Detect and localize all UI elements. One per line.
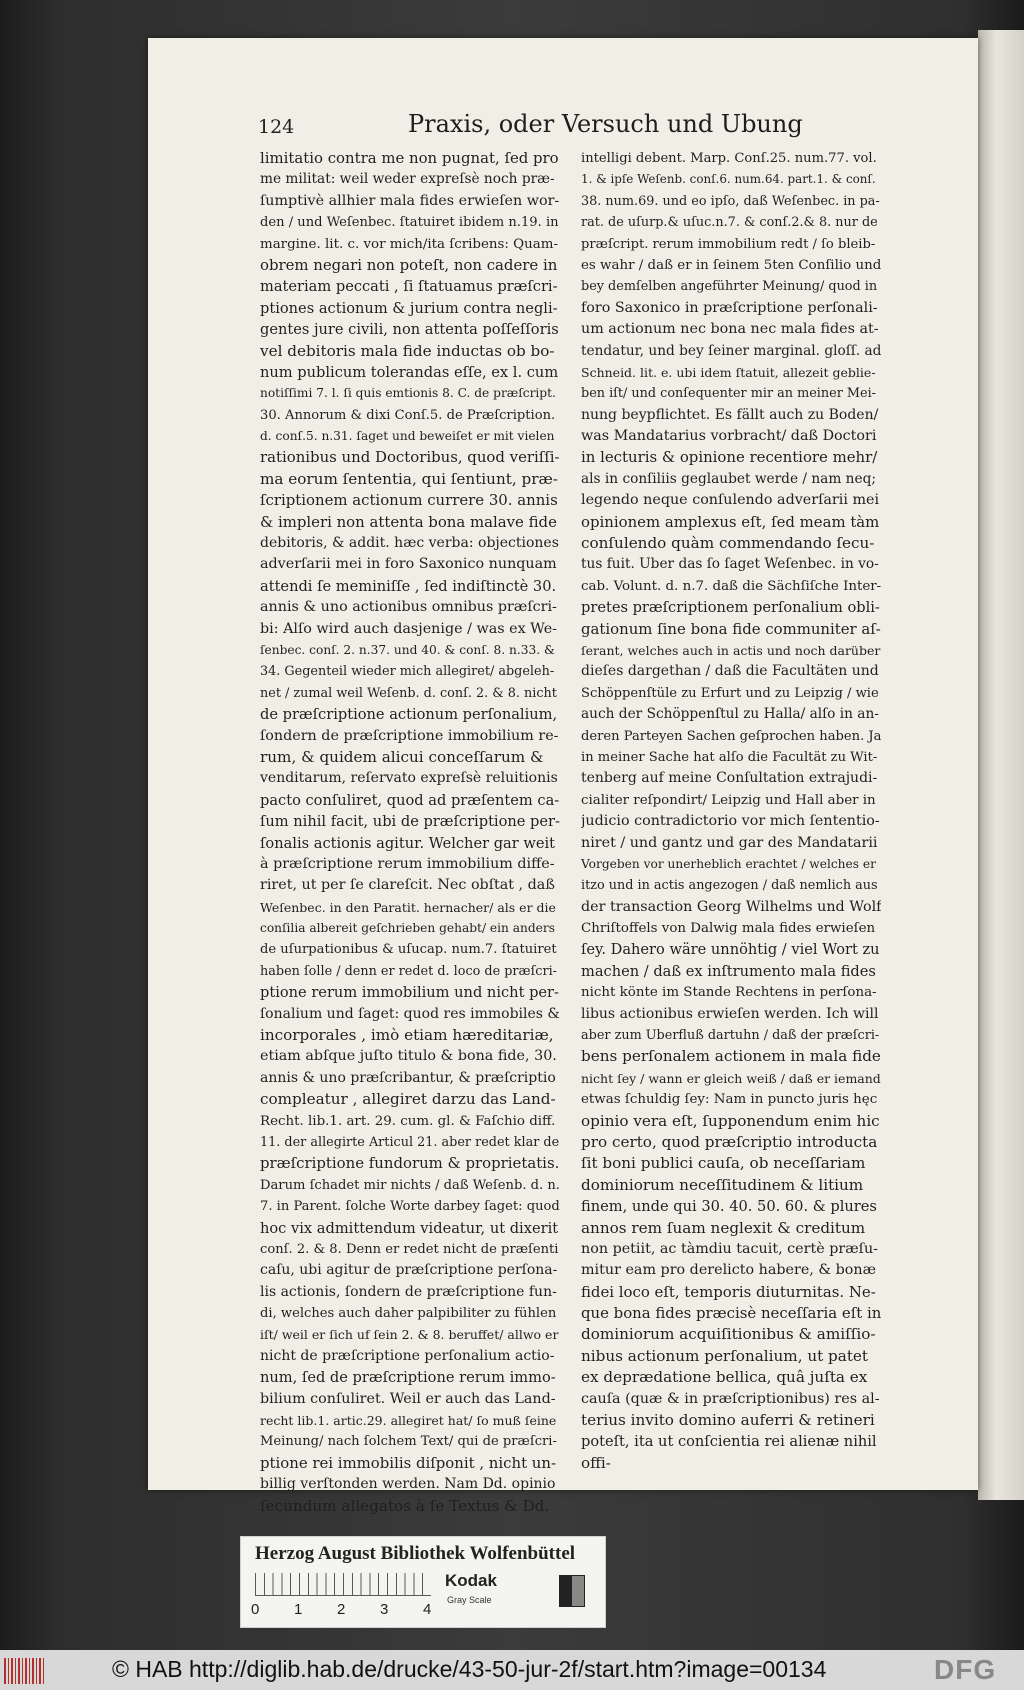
text-line: Darum ſchadet mir nichts / daß Weſenb. d. n.	[260, 1177, 560, 1193]
barcode-icon	[4, 1658, 46, 1684]
text-line: 7. in Parent. ſolche Worte darbey ſaget: quod	[260, 1199, 560, 1215]
text-line: nicht könte im Stande Rechtens in perſona-	[581, 985, 877, 1001]
page-header	[258, 110, 898, 150]
text-line: à præſcriptione rerum immobilium diffe-	[260, 855, 555, 872]
text-line: den / und Weſenbec. ſtatuiret ibidem n.19. in	[260, 215, 559, 231]
text-line: dieſes dargethan / daß die Facultäten und	[581, 663, 879, 680]
text-line: fidei loco eſt, temporis diuturnitas. Ne-	[581, 1282, 876, 1301]
text-line: bey demſelben angeführter Meinung/ quod in	[581, 279, 878, 295]
text-line: ſonalis actionis agitur. Welcher gar weit	[260, 834, 556, 852]
text-line: ſey. Dahero wäre unnöhtig / viel Wort zu	[581, 941, 880, 959]
text-line: etwas ſchuldig ſey: Nam in puncto juris hęc	[581, 1092, 878, 1108]
text-line: bilium conſuliret. Weil er auch das Land-	[260, 1390, 556, 1407]
text-line: ſecundum allegatos à ſe Textus & Dd.	[260, 1496, 550, 1515]
text-line: dominiorum acquiſitionibus & amiſſio-	[581, 1325, 876, 1344]
text-line: 34. Gegenteil wieder mich allegiret/ abgeleh-	[260, 664, 555, 680]
text-line: opinio vera eſt, ſupponendum enim hic	[581, 1111, 880, 1130]
text-line: ptiones actionum & jurium contra negli-	[260, 299, 558, 317]
text-line: legendo neque conſulendo adverſarii mei	[581, 492, 880, 509]
ruler-number: 1	[294, 1601, 303, 1618]
text-line: annos rem ſuam neglexit & creditum	[581, 1218, 866, 1237]
text-line: Schöppenſtüle zu Erfurt und zu Leipzig / wie	[581, 685, 879, 701]
text-line: bens perſonalem actionem in mala fide	[581, 1047, 881, 1066]
text-line: nicht ſey / wann er gleich weiß / daß er iemand	[581, 1070, 881, 1086]
text-line: rum, & quidem alicui conceſſarum &	[260, 747, 544, 766]
text-line: der transaction Georg Wilhelms und Wolf	[581, 898, 881, 915]
text-line: finem, unde qui 30. 40. 50. 60. & plures	[581, 1198, 877, 1216]
text-line: obrem negari non poteſt, non cadere in	[260, 255, 558, 274]
ruler-number: 0	[251, 1601, 260, 1618]
text-line: vel debitoris mala fide inductas ob bo-	[260, 341, 555, 360]
library-name: Herzog August Bibliothek Wolfenbüttel	[255, 1543, 576, 1564]
text-line: gationum ſine bona fide communiter aſ-	[581, 619, 881, 638]
text-line: ma eorum ſententia, qui ſentiunt, præ-	[260, 469, 558, 488]
text-line: judicio contradictorio vor mich ſententio-	[581, 813, 880, 830]
text-line: recht lib.1. artic.29. allegiret hat/ ſo muß ſeine	[260, 1413, 557, 1429]
text-line: aber zum Uberfluß dartuhn / daß der præſcri-	[581, 1028, 880, 1044]
text-line: ſcriptionem actionum currere 30. annis	[260, 491, 558, 510]
text-line: 1. & ipſe Weſenb. conſ.6. num.64. part.1. & conſ.	[581, 172, 876, 187]
text-line: 38. num.69. und eo ipſo, daß Weſenbec. in pa-	[581, 193, 880, 209]
text-line: me militat: weil weder expreſsè noch præ-	[260, 171, 555, 188]
text-line: materiam peccati , ſi ſtatuamus præſcri-	[260, 278, 558, 296]
text-line: præſcriptione fundorum & proprietatis.	[260, 1154, 560, 1173]
kodak-brand: Kodak	[445, 1571, 497, 1590]
text-line: mitur eam pro derelicto habere, & bonæ	[581, 1262, 877, 1279]
text-line: conſilia albereit geſchrieben gehabt/ ein anders	[260, 921, 555, 936]
text-line: was Mandatarius vorbracht/ daß Doctori	[581, 428, 877, 445]
page-number: 124	[258, 116, 295, 138]
text-line: 30. Annorum & dixi Conſ.5. de Præſcription.	[260, 407, 556, 423]
text-line: ptione rerum immobilium und nicht per-	[260, 984, 559, 1002]
left-column	[260, 148, 560, 1517]
text-line: foro Saxonico in præſcriptione perſonali-	[581, 299, 878, 316]
text-line: ſondern de præſcriptione immobilium re-	[260, 727, 559, 744]
text-line: de præſcriptione actionum perſonalium,	[260, 706, 558, 724]
text-line: conſulendo quàm commendando ſecu-	[581, 534, 875, 553]
text-line: cauſa (quæ & in præſcriptionibus) res al-	[581, 1390, 880, 1407]
text-line: non petiit, ac tàmdiu tacuit, certè præſu-	[581, 1240, 878, 1257]
text-line: Vorgeben vor unerheblich erachtet / welches er	[581, 856, 876, 871]
text-line: incorporales , imò etiam hæreditariæ,	[260, 1026, 554, 1045]
text-line: pacto conſuliret, quod ad præſentem ca-	[260, 791, 560, 809]
text-line: que bona fides præcisè neceſſaria eſt in	[581, 1304, 881, 1323]
footer-bar	[0, 1650, 1024, 1690]
text-line: ſum nihil facit, ubi de præſcriptione per-	[260, 813, 560, 831]
text-line: net / zumal weil Weſenb. d. conſ. 2. & 8. nicht	[260, 685, 557, 701]
text-line: ex deprædatione bellica, quâ juſta ex	[581, 1368, 868, 1387]
text-line: etiam abſque juſto titulo & bona fide, 30.	[260, 1048, 557, 1065]
text-line: dominiorum neceſſitudinem & litium	[581, 1175, 864, 1194]
gray-scale-label: Gray Scale	[447, 1595, 492, 1605]
text-line: billig verſtonden werden. Nam Dd. opinio	[260, 1476, 556, 1493]
text-line: ſumptivè allhier mala fides erwieſen wor-	[260, 192, 560, 209]
text-line: Meinung/ nach ſolchem Text/ qui de præſcri-	[260, 1434, 557, 1450]
text-line: terius invito domino auferri & retineri	[581, 1411, 875, 1430]
text-line: haben ſolle / denn er redet d. loco de præſcri-	[260, 963, 558, 979]
text-line: attendi ſe meminiſſe , ſed indiſtinctè 30.	[260, 577, 557, 595]
text-line: riret, ut per ſe clareſcit. Nec obſtat , daß	[260, 877, 555, 894]
text-line: num publicum tolerandas eſſe, ex l. cum	[260, 363, 559, 381]
text-line: bi: Alſo wird auch dasjenige / was ex We-	[260, 620, 557, 637]
text-line: limitatio contra me non pugnat, ſed pro	[260, 149, 559, 167]
text-line: hoc vix admittendum videatur, ut dixerit	[260, 1219, 559, 1237]
text-line: di, welches auch daher palpibiliter zu fühlen	[260, 1306, 557, 1322]
text-line: tenberg auf meine Conſultation extrajudi-	[581, 770, 878, 787]
text-line: nicht de præſcriptione perſonalium actio-	[260, 1347, 555, 1364]
text-line: in meiner Sache hat alſo die Facultät zu Wit-	[581, 749, 878, 765]
text-line: itzo und in actis angezogen / daß nemlich aus	[581, 878, 878, 894]
text-line: cab. Volunt. d. n.7. daß die Sächſiſche Inter-	[581, 578, 881, 594]
text-line: intelligi debent. Marp. Conſ.25. num.77. vol.	[581, 151, 877, 166]
text-line: poteſt, ita ut conſcientia rei alienæ nihil	[581, 1433, 877, 1451]
text-line: lis actionis, ſondern de præſcriptione fun-	[260, 1283, 557, 1300]
text-line: venditarum, reſervato expreſsè reluitionis	[260, 770, 558, 787]
text-line: ſit boni publici cauſa, ob neceſſariam	[581, 1154, 866, 1173]
text-line: Schneid. lit. e. ubi idem ſtatuit, allezeit geblie-	[581, 364, 876, 380]
text-line: annis & uno actionibus omnibus præſcri-	[260, 599, 557, 616]
text-line: libus actionibus erwieſen werden. Ich will	[581, 1005, 879, 1022]
ruler-number: 2	[337, 1601, 346, 1618]
text-line: rat. de uſurp.& uſuc.n.7. & conſ.2.& 8. nur de	[581, 215, 878, 231]
text-line: debitoris, & addit. hæc verba: objectiones	[260, 535, 559, 552]
text-line: de uſurpationibus & uſucap. num.7. ſtatuiret	[260, 942, 557, 958]
text-line: um actionum nec bona nec mala fides at-	[581, 321, 879, 338]
text-line: ben iſt/ und conſequenter mir an meiner Mei-	[581, 386, 876, 402]
text-line: margine. lit. c. vor mich/ita ſcribens: Quam-	[260, 236, 558, 252]
ruler-number: 4	[423, 1601, 432, 1618]
next-page-edge	[978, 30, 1024, 1500]
text-line: offi-	[581, 1453, 611, 1472]
text-line: opinionem amplexus eſt, ſed meam tàm	[581, 512, 880, 531]
text-line: Recht. lib.1. art. 29. cum. gl. & Faſchio diff.	[260, 1113, 556, 1129]
text-line: niret / und gantz und gar des Mandatarii	[581, 834, 878, 851]
text-line: deren Parteyen Sachen geſprochen haben. Ja	[581, 728, 881, 744]
kodak-label	[441, 1571, 541, 1619]
text-line: conſ. 2. & 8. Denn er redet nicht de præſenti	[260, 1241, 559, 1257]
text-line: num, ſed de præſcriptione rerum immo-	[260, 1369, 556, 1387]
copyright-link[interactable]: © HAB http://diglib.hab.de/drucke/43-50-jur-2f/start.htm?image=00134	[112, 1656, 827, 1682]
text-line: caſu, ubi agitur de præſcriptione perſona-	[260, 1262, 558, 1279]
text-line: pro certo, quod præſcriptio introducta	[581, 1132, 878, 1151]
text-line: d. conſ.5. n.31. ſaget und beweiſet er mit vielen	[260, 429, 555, 444]
ruler-numbers	[251, 1601, 441, 1619]
text-line: als in conſiliis geglaubet werde / nam neq;	[581, 470, 876, 487]
text-line: iſt/ weil er ſich uf ſein 2. & 8. beruffet/ allwo er	[260, 1327, 559, 1343]
text-line: tendatur, und bey ſeiner marginal. gloſſ. ad	[581, 342, 881, 359]
text-line: adverſarii mei in foro Saxonico nunquam	[260, 556, 557, 573]
library-color-plate	[240, 1536, 606, 1628]
dfg-logo: DFG	[934, 1654, 997, 1685]
right-column	[581, 148, 881, 1474]
text-line: compleatur , allegiret darzu das Land-	[260, 1090, 556, 1109]
ruler-number: 3	[380, 1601, 389, 1618]
scale-ruler	[255, 1573, 431, 1596]
text-line: cialiter reſpondirt/ Leipzig und Hall aber in	[581, 792, 876, 808]
book-page	[148, 38, 978, 1515]
text-line: machen / daß ex inſtrumento mala fides	[581, 962, 876, 980]
text-line: ptione rei immobilis diſponit , nicht un-	[260, 1453, 557, 1472]
text-line: in lecturis & opinione recentiore mehr/	[581, 448, 878, 467]
text-line: & impleri non attenta bona malave fide	[260, 512, 557, 531]
text-line: ſenbec. conſ. 2. n.37. und 40. & conſ. 8. n.33. &	[260, 642, 555, 657]
text-line: es wahr / daß er in ſeinem 5ten Conſilio und	[581, 257, 881, 273]
text-line: nibus actionum perſonalium, ut patet	[581, 1346, 869, 1365]
text-line: rationibus und Doctoribus, quod veriſſi-	[260, 448, 560, 467]
gray-scale-patch	[559, 1575, 585, 1607]
text-line: ſonalium und ſaget: quod res immobiles &	[260, 1005, 560, 1022]
text-line: nung beypflichtet. Es fällt auch zu Boden/	[581, 406, 879, 423]
text-line: ſerant, welches auch in actis und noch darüber	[581, 642, 881, 658]
text-line: Chriſtoffels von Dalwig mala fides erwieſen	[581, 921, 876, 937]
text-line: auch der Schöppenſtul zu Halla/ alſo in an-	[581, 706, 879, 723]
text-line: præſcript. rerum immobilium redt / ſo bleib-	[581, 236, 876, 252]
text-line: tus fuit. Uber das ſo ſaget Weſenbec. in vo-	[581, 556, 879, 573]
text-line: 11. der allegirte Articul 21. aber redet klar de	[260, 1134, 560, 1150]
text-line: annis & uno præſcribantur, & præſcriptio	[260, 1069, 556, 1086]
text-line: gentes jure civili, non attenta poſſeſſoris	[260, 321, 559, 339]
text-line: notiſſimi 7. l. ſi quis emtionis 8. C. de præſcript.	[260, 386, 556, 401]
text-line: Weſenbec. in den Paratit. hernacher/ als er die	[260, 899, 556, 915]
running-title: Praxis, oder Versuch und Ubung	[408, 110, 803, 138]
text-line: pretes præſcriptionem perſonalium obli-	[581, 599, 880, 617]
